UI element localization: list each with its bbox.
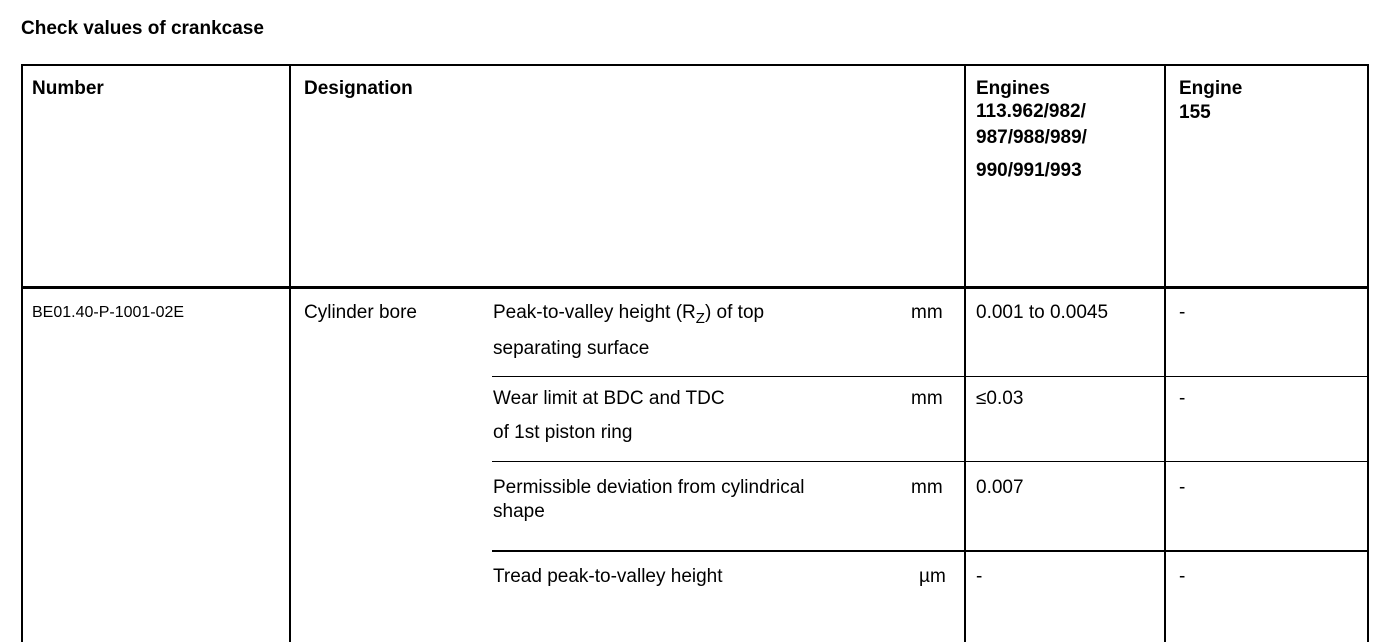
header-number: Number — [32, 78, 104, 99]
header-engines-line: 113.962/982/ — [976, 101, 1086, 122]
table-top-border — [21, 64, 1369, 66]
header-engine-line: 155 — [1179, 102, 1211, 123]
item-value-engines: ≤0.03 — [976, 388, 1024, 409]
item-description — [493, 387, 725, 444]
item-text: Peak-to-valley height (R — [493, 302, 696, 323]
table-left-border — [21, 64, 23, 642]
column-divider-engines — [964, 64, 966, 642]
item-divider-1 — [492, 376, 1369, 377]
header-engine-line: Engine — [1179, 78, 1243, 99]
column-divider-engine-155 — [1164, 64, 1166, 642]
item-unit: µm — [919, 566, 946, 587]
item-description — [493, 301, 764, 360]
item-divider-2 — [492, 461, 1369, 462]
item-value-engines: 0.001 to 0.0045 — [976, 302, 1109, 323]
header-bottom-border — [21, 286, 1369, 289]
item-text: Wear limit at BDC and TDC — [493, 388, 725, 409]
header-engines-group-a — [976, 77, 1087, 182]
header-designation: Designation — [304, 78, 413, 99]
item-unit: mm — [911, 388, 943, 409]
row-designation: Cylinder bore — [304, 302, 417, 323]
item-value-engines: - — [976, 566, 983, 587]
table-right-border — [1367, 64, 1369, 642]
item-value-engine-155: - — [1179, 566, 1186, 587]
item-text: separating surface — [493, 338, 650, 359]
item-description: Tread peak-to-valley height — [493, 566, 723, 587]
item-text: ) of top — [704, 302, 765, 323]
item-value-engine-155: - — [1179, 388, 1186, 409]
item-text: Permissible deviation from cylindrical — [493, 477, 805, 498]
item-description — [493, 476, 805, 523]
item-value-engine-155: - — [1179, 477, 1186, 498]
item-text: of 1st piston ring — [493, 422, 633, 443]
check-values-table — [21, 64, 1369, 642]
item-text: shape — [493, 501, 545, 522]
row-number: BE01.40-P-1001-02E — [32, 304, 185, 321]
header-engines-line: Engines — [976, 78, 1050, 99]
column-divider-number — [289, 64, 291, 642]
header-engines-line: 987/988/989/ — [976, 127, 1087, 148]
item-divider-3 — [492, 550, 1369, 552]
subscript-z: Z — [695, 310, 705, 327]
item-unit: mm — [911, 477, 943, 498]
page-title: Check values of crankcase — [21, 18, 264, 39]
header-engines-line: 990/991/993 — [976, 160, 1082, 181]
item-value-engines: 0.007 — [976, 477, 1024, 498]
item-value-engine-155: - — [1179, 302, 1186, 323]
item-unit: mm — [911, 302, 943, 323]
header-engine-155 — [1179, 77, 1242, 124]
